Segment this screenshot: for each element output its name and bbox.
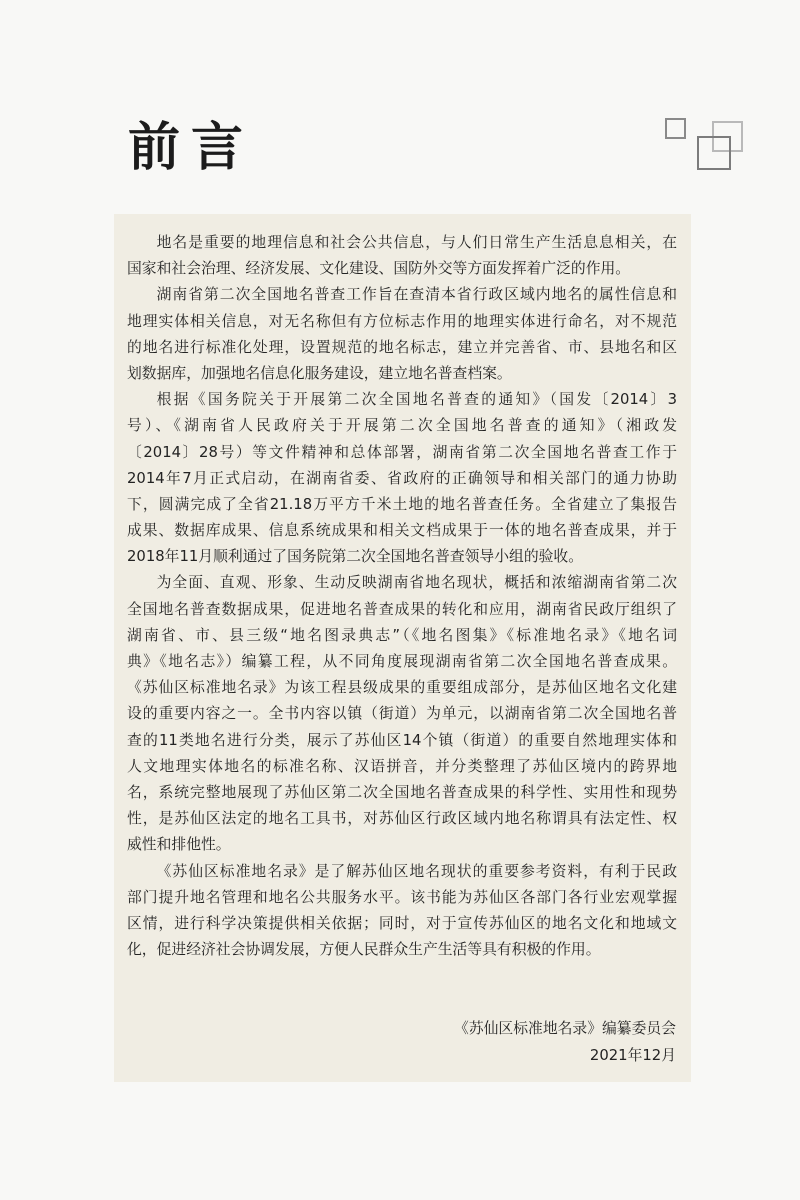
text-line: 区情，进行科学决策提供相关依据；同时，对于宣传苏仙区的地名文化和地域文 (127, 914, 677, 932)
text-line: 化，促进经济社会协调发展，方便人民群众生产生活等具有积极的作用。 (127, 941, 601, 959)
square-outline-icon (665, 118, 686, 139)
paragraph (127, 282, 677, 387)
signature-date: 2021年12月 (589, 1047, 676, 1064)
text-line: 的地名进行标准化处理，设置规范的地名标志，建立并完善省、市、县地名和区 (127, 338, 677, 356)
decorative-squares-icon (660, 112, 750, 178)
text-line: 国家和社会治理、经济发展、文化建设、国防外交等方面发挥着广泛的作用。 (127, 260, 631, 278)
text-line: 《苏仙区标准地名录》为该工程县级成果的重要组成部分，是苏仙区地名文化建 (127, 679, 677, 697)
page-title: 前言 (128, 117, 255, 178)
text-line: 典》《地名志》）编纂工程，从不同角度展现湖南省第二次全国地名普查成果。 (127, 653, 677, 670)
text-line: 《苏仙区标准地名录》是了解苏仙区地名现状的重要参考资料，有利于民政 (156, 862, 677, 880)
text-line: 湖南省第二次全国地名普查工作旨在查清本省行政区域内地名的属性信息和 (156, 286, 677, 304)
text-line: 地名是重要的地理信息和社会公共信息，与人们日常生产生活息息相关，在 (156, 234, 677, 251)
signature-block (276, 1015, 676, 1069)
signature-author: 《苏仙区标准地名录》编纂委员会 (454, 1020, 676, 1037)
text-line: 下，圆满完成了全省21.18万平方千米土地的地名普查任务。全省建立了集报告 (127, 495, 677, 513)
paragraph (127, 387, 677, 570)
preface-body (127, 230, 677, 963)
text-line: 名，系统完整地展现了苏仙区第二次全国地名普查成果的科学性、实用性和现势 (127, 783, 677, 801)
text-line: 湖南省、市、县三级“地名图录典志”（《地名图集》《标准地名录》《地名词 (127, 626, 677, 644)
text-line: 2014年7月正式启动，在湖南省委、省政府的正确领导和相关部门的通力协助 (127, 469, 677, 487)
text-line: 根据《国务院关于开展第二次全国地名普查的通知》（国发〔2014〕3 (156, 391, 677, 409)
text-line: 人文地理实体地名的标准名称、汉语拼音，并分类整理了苏仙区境内的跨界地 (127, 757, 677, 775)
text-line: 性，是苏仙区法定的地名工具书，对苏仙区行政区域内地名称谓具有法定性、权 (127, 810, 677, 828)
paragraph (127, 230, 677, 282)
paragraph (127, 570, 677, 858)
text-line: 划数据库，加强地名信息化服务建设，建立地名普查档案。 (127, 364, 512, 382)
paragraph (127, 859, 677, 964)
text-line: 2018年11月顺利通过了国务院第二次全国地名普查领导小组的验收。 (127, 548, 584, 566)
text-line: 设的重要内容之一。全书内容以镇（街道）为单元，以湖南省第二次全国地名普 (127, 705, 677, 723)
text-line: 成果、数据库成果、信息系统成果和相关文档成果于一体的地名普查成果，并于 (127, 522, 677, 540)
text-line: 为全面、直观、形象、生动反映湖南省地名现状，概括和浓缩湖南省第二次 (156, 574, 677, 592)
text-line: 全国地名普查数据成果，促进地名普查成果的转化和应用，湖南省民政厅组织了 (127, 600, 677, 618)
text-line: 号）、《湖南省人民政府关于开展第二次全国地名普查的通知》（湘政发 (127, 417, 677, 435)
text-line: 〔2014〕28号）等文件精神和总体部署，湖南省第二次全国地名普查工作于 (127, 443, 677, 461)
text-line: 威性和排他性。 (127, 836, 231, 854)
square-outline-icon (697, 136, 731, 170)
text-line: 查的11类地名进行分类，展示了苏仙区14个镇（街道）的重要自然地理实体和 (127, 731, 677, 749)
text-line: 部门提升地名管理和地名公共服务水平。该书能为苏仙区各部门各行业宏观掌握 (127, 888, 677, 906)
text-line: 地理实体相关信息，对无名称但有方位标志作用的地理实体进行命名，对不规范 (127, 312, 677, 330)
